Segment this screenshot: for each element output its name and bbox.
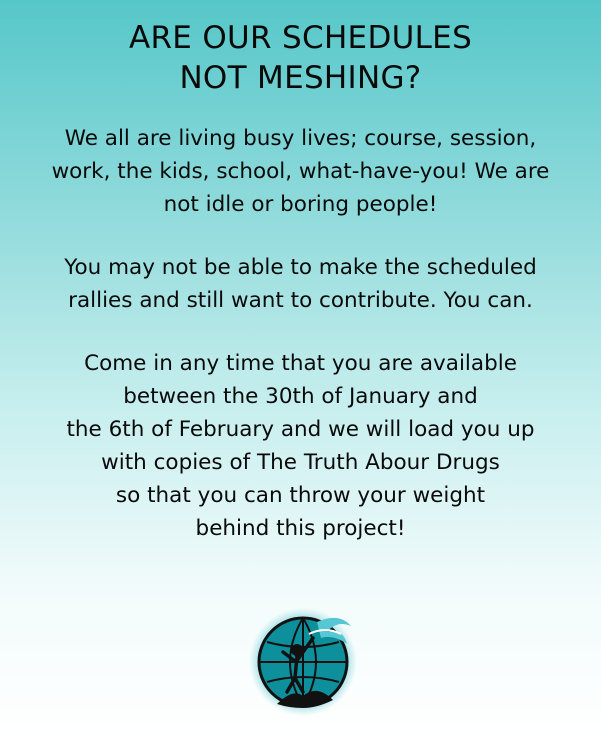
text-line: the 6th of February and we will load you up xyxy=(66,417,535,442)
paragraph-come-in xyxy=(0,347,601,545)
text-line: We all are living busy lives; course, session, xyxy=(64,126,537,151)
globe-figure-logo-icon xyxy=(247,604,359,716)
text-line: between the 30th of January and xyxy=(123,384,478,409)
text-line: with copies of The Truth Abour Drugs xyxy=(101,450,500,475)
title-line: NOT MESHING? xyxy=(179,60,422,96)
text-line: not idle or boring people! xyxy=(163,192,438,217)
paragraph-busy-lives xyxy=(0,122,601,221)
text-line: You may not be able to make the scheduled xyxy=(64,255,537,280)
text-line: so that you can throw your weight xyxy=(115,483,486,508)
text-line: Come in any time that you are available xyxy=(84,351,517,376)
text-line: behind this project! xyxy=(195,516,406,541)
title-line: ARE OUR SCHEDULES xyxy=(128,20,473,56)
flyer-title xyxy=(0,18,601,98)
text-line: work, the kids, school, what-have-you! We are xyxy=(51,159,550,184)
paragraph-contribute xyxy=(0,251,601,317)
text-line: rallies and still want to contribute. You can. xyxy=(68,288,533,313)
